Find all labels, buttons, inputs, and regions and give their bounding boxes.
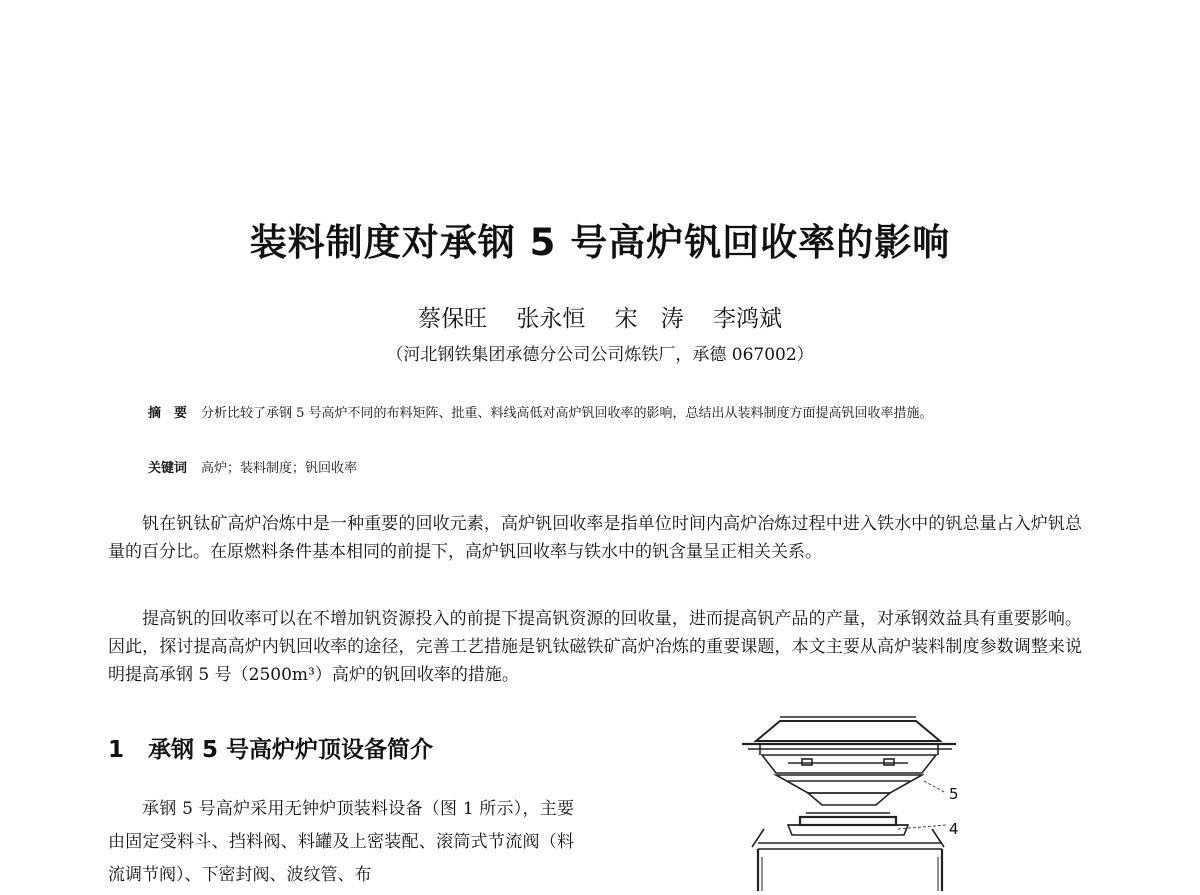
abstract <box>148 401 1048 427</box>
abstract-text: 分析比较了承钢 5 号高炉不同的布料矩阵、批重、料线高低对高炉钒回收率的影响，总结出从装料制度方面提高钒回收率措施。 <box>201 406 933 421</box>
figure-label: 4 <box>949 820 959 838</box>
author: 蔡保旺 <box>418 306 488 332</box>
keywords-text: 高炉；装料制度；钒回收率 <box>201 461 358 476</box>
body-paragraph: 提高钒的回收率可以在不增加钒资源投入的前提下提高钒资源的回收量，进而提高钒产品的产量，对承钢效益具有重要影响。因此，探讨提高高炉内钒回收率的途径，完善工艺措施是钒钛磁铁矿高炉冶炼的重要课题，本文主要从高炉装料制度参数调整来说明提高承钢 5 号（2500m³）高炉的钒回收率的措施。 <box>108 609 1082 685</box>
keywords-label: 关键词 <box>148 461 188 476</box>
section-number: 1 <box>108 737 125 763</box>
author: 李鸿斌 <box>712 306 782 332</box>
body-paragraph: 钒在钒钛矿高炉冶炼中是一种重要的回收元素，高炉钒回收率是指单位时间内高炉冶炼过程中进入铁水中的钒总量占入炉钒总量的百分比。在原燃料条件基本相同的前提下，高炉钒回收率与铁水中的钒含量呈正相关关系。 <box>108 514 1082 562</box>
figure-label: 5 <box>949 785 959 803</box>
paper-title: 装料制度对承钢 5 号高炉钒回收率的影响 <box>249 221 951 264</box>
author: 宋 涛 <box>614 306 684 332</box>
section-paragraph: 承钢 5 号高炉采用无钟炉顶装料设备（图 1 所示），主要由固定受料斗、挡料阀、料罐及上密装配、滚筒式节流阀（料流调节阀）、下密封阀、波纹管、布 <box>108 799 574 885</box>
affiliation: （河北钢铁集团承德分公司公司炼铁厂，承德 067002） <box>386 345 814 365</box>
furnace-top-figure <box>728 707 988 891</box>
section-heading <box>108 731 433 764</box>
section-title: 承钢 5 号高炉炉顶设备简介 <box>148 737 434 763</box>
author: 张永恒 <box>516 306 586 332</box>
keywords <box>148 457 1048 476</box>
author-list <box>0 300 1200 333</box>
abstract-label: 摘 要 <box>148 406 188 421</box>
